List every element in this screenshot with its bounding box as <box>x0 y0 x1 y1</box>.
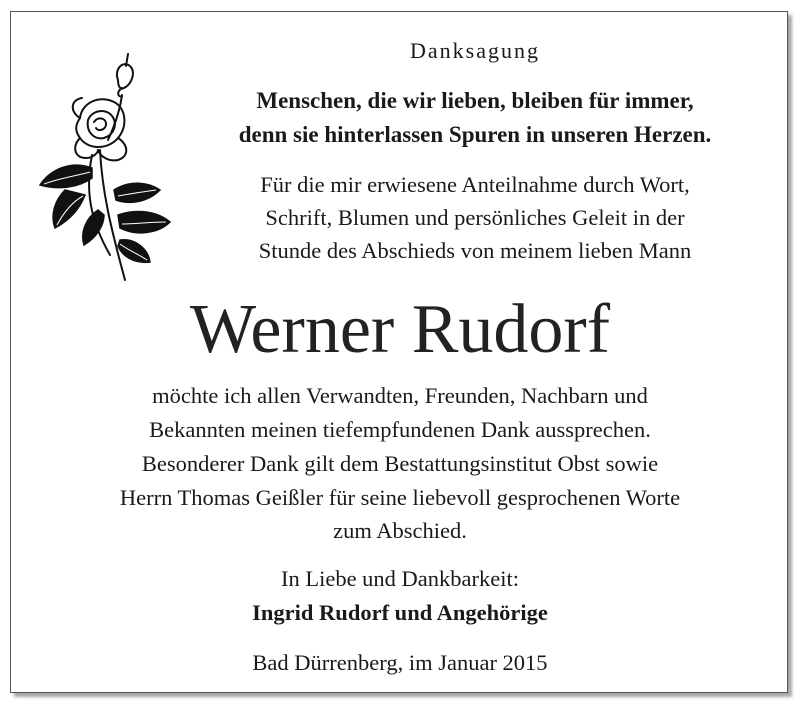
motto-line: Menschen, die wir lieben, bleiben für immer, <box>256 88 694 113</box>
signers-text: Ingrid Rudorf und Angehörige <box>252 600 548 625</box>
body-line: Bekannten meinen tiefempfundenen Dank aussprechen. <box>149 417 651 442</box>
intro-line: Schrift, Blumen und persönliches Geleit in der <box>265 205 685 230</box>
motto-line: denn sie hinterlassen Spuren in unseren Herzen. <box>238 122 712 147</box>
signoff-text: In Liebe und Dankbarkeit: <box>280 566 520 591</box>
body-line: zum Abschied. <box>333 518 467 543</box>
deceased-name: Werner Rudorf <box>189 291 611 368</box>
intro-line: Stunde des Abschieds von meinem lieben Mann <box>258 238 692 263</box>
body-line: Herrn Thomas Geißler für seine liebevoll gesprochenen Worte <box>119 485 681 510</box>
rose-icon <box>30 40 175 285</box>
body-line: Besonderer Dank gilt dem Bestattungsinstitut Obst sowie <box>141 451 659 476</box>
place-date-text: Bad Dürrenberg, im Januar 2015 <box>252 650 548 675</box>
intro-line: Für die mir erwiesene Anteilnahme durch Wort, <box>260 172 690 197</box>
notice-heading: Danksagung <box>410 38 540 63</box>
body-line: möchte ich allen Verwandten, Freunden, Nachbarn und <box>152 383 648 408</box>
